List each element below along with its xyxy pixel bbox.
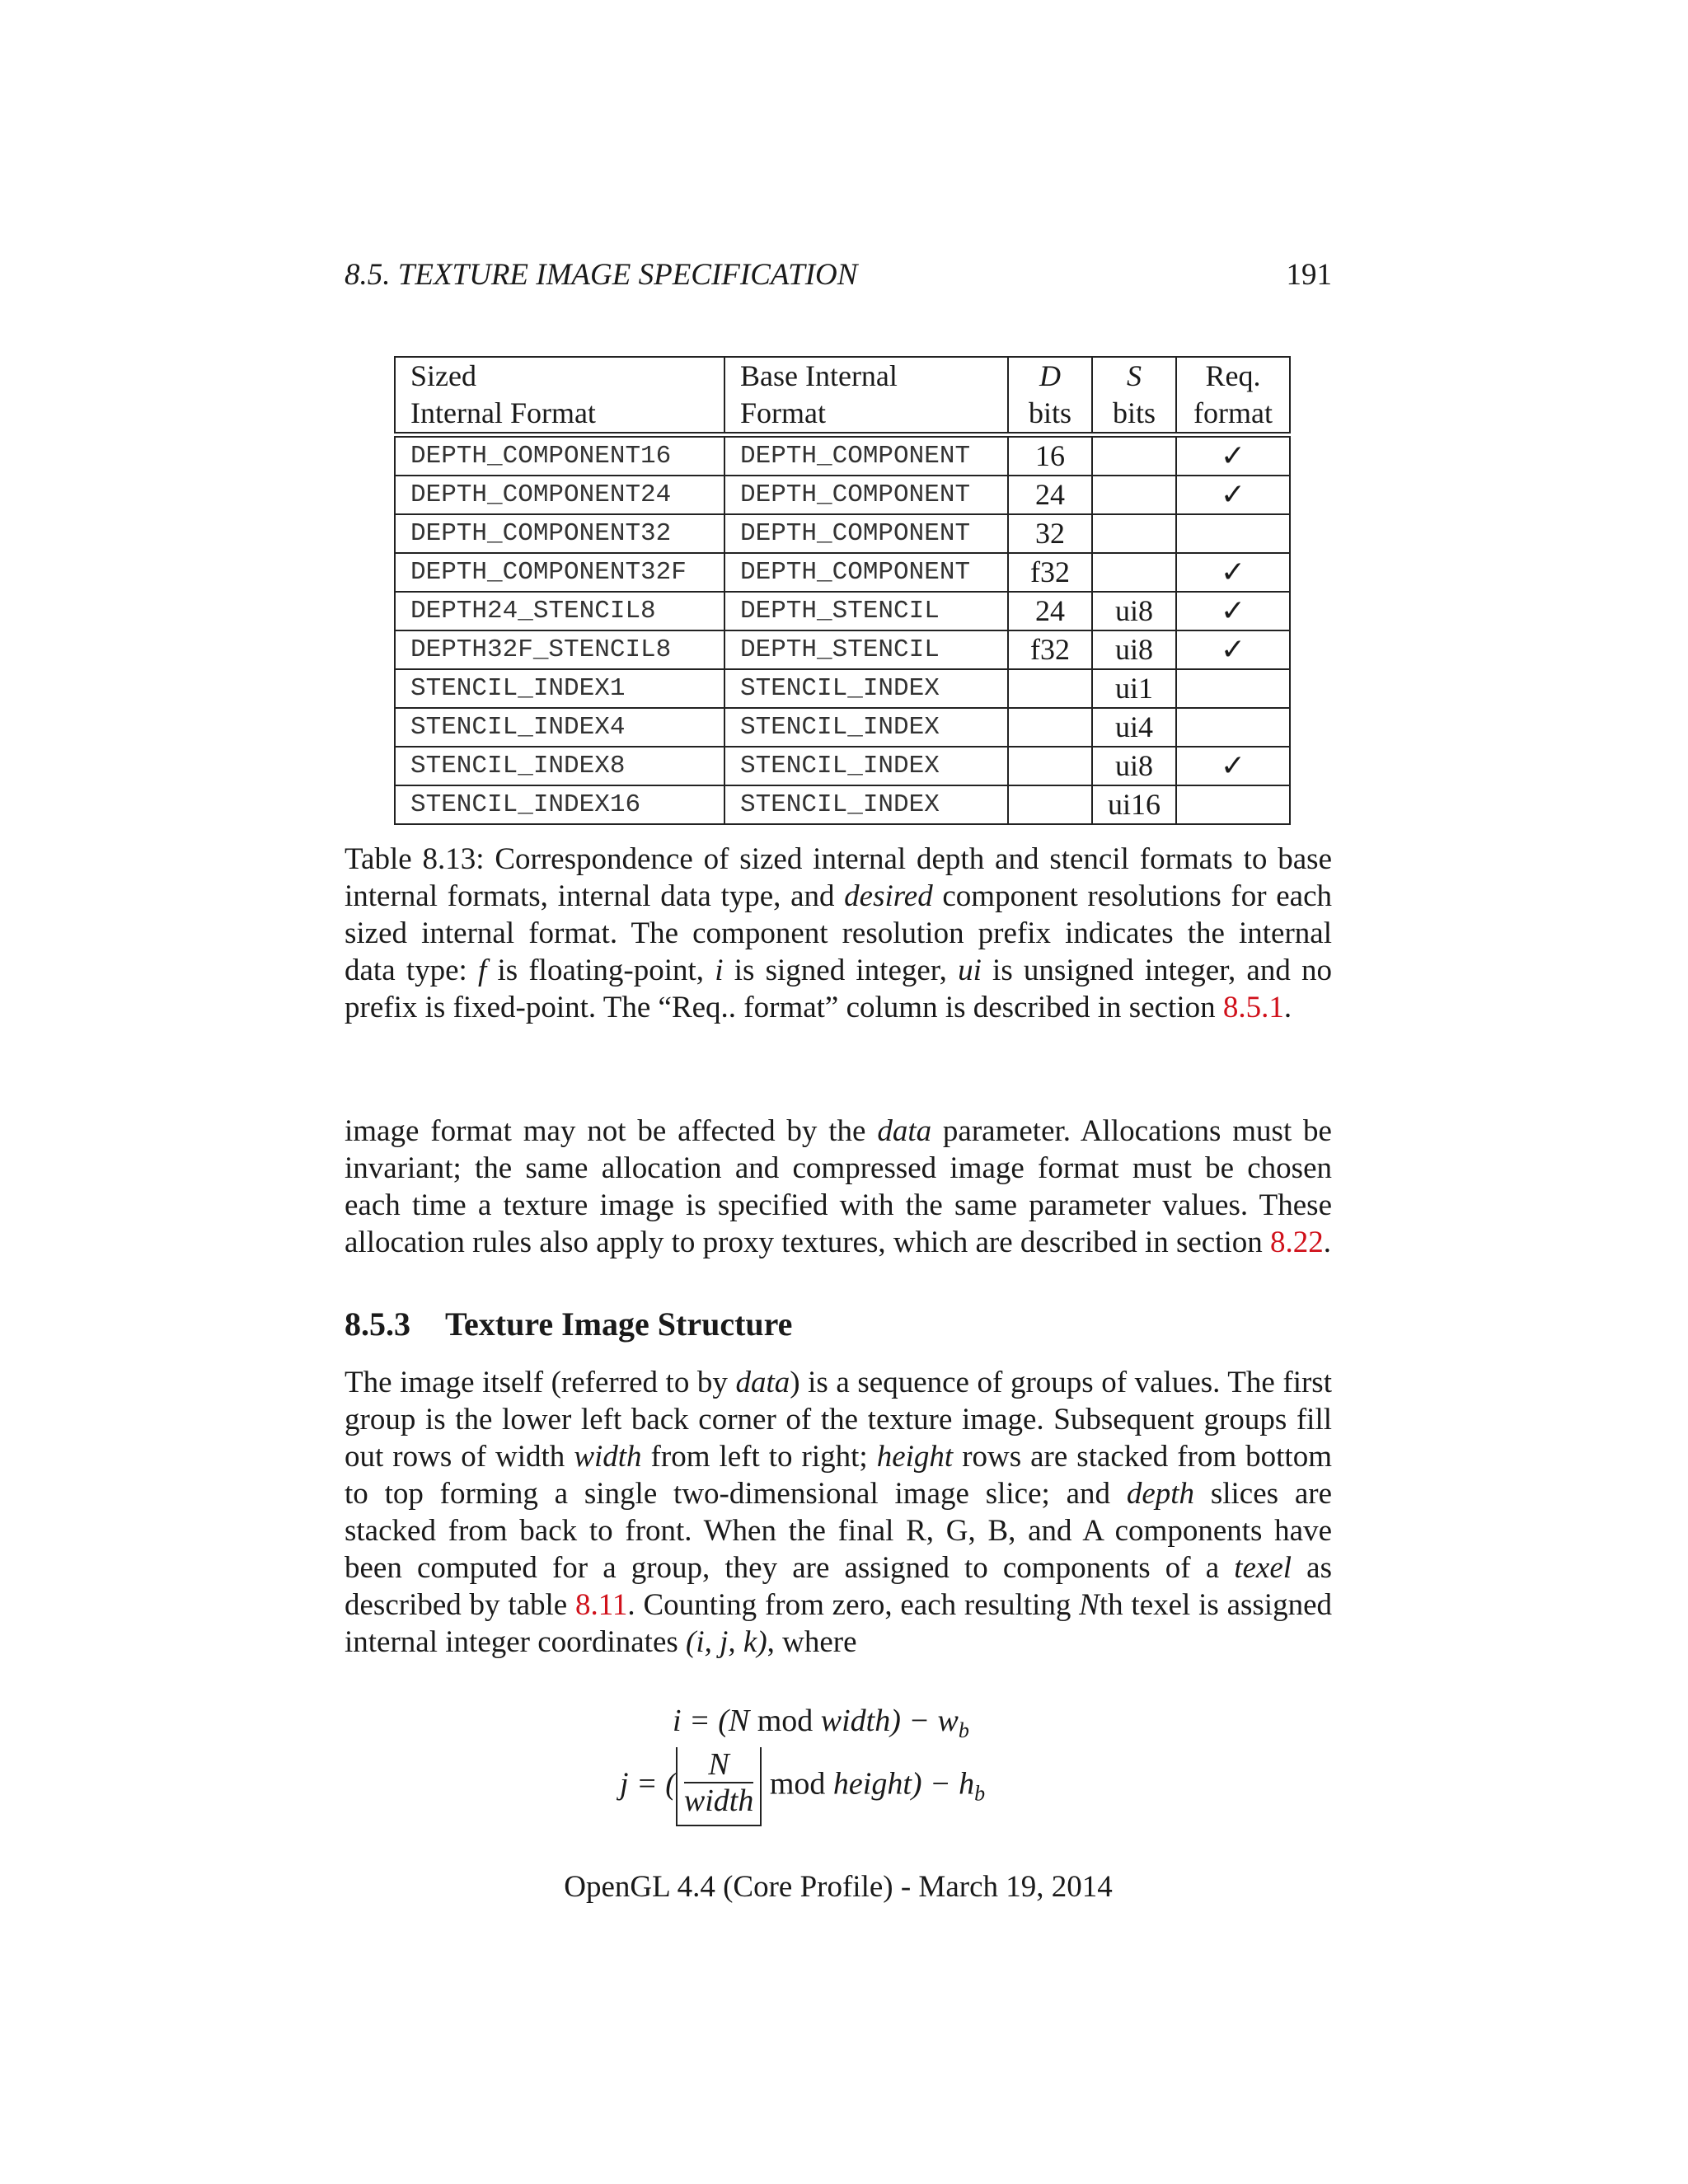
running-header: [345, 257, 1332, 300]
cell-s-bits: ui4: [1092, 708, 1176, 747]
cell-sized: STENCIL_INDEX8: [395, 747, 724, 785]
cell-s-bits: ui8: [1092, 747, 1176, 785]
body-paragraph-allocation: image format may not be affected by the data parameter. Allocations must be invariant; the same allocation and compressed image format must be chosen each time a texture image is specified with the same parameter values. These allocation rules also apply to proxy textures, which are described in section 8.22.: [345, 1114, 1332, 1259]
cell-d-bits: 24: [1008, 476, 1092, 514]
body-paragraph-structure: The image itself (referred to by data) is a sequence of groups of values. The first group is the lower left back corner of the texture image. Subsequent groups fill out rows of width width from left to right; height rows are stacked from bottom to top forming a single two-dimensional image slice; and depth slices are stacked from back to front. When the final R, G, B, and A components have been computed for a group, they are assigned to components of a texel as described by table 8.11. Counting from zero, each resulting Nth texel is assigned internal integer coordinates (i, j, k), where: [345, 1366, 1332, 1659]
cell-d-bits: 24: [1008, 592, 1092, 630]
cell-base: STENCIL_INDEX: [724, 669, 1008, 708]
cell-sized: STENCIL_INDEX4: [395, 708, 724, 747]
cell-sized: DEPTH32F_STENCIL8: [395, 630, 724, 669]
table-row: [395, 476, 1290, 514]
cell-s-bits: [1092, 553, 1176, 592]
section-link-8-22[interactable]: 8.22: [1270, 1226, 1324, 1259]
cell-d-bits: [1008, 785, 1092, 824]
cell-req-checkmark: ✓: [1176, 553, 1290, 592]
header-req-format: Req. format: [1176, 357, 1290, 435]
table-row: [395, 553, 1290, 592]
cell-d-bits: [1008, 708, 1092, 747]
cell-d-bits: f32: [1008, 630, 1092, 669]
cell-req-checkmark: ✓: [1176, 630, 1290, 669]
cell-base: DEPTH_COMPONENT: [724, 476, 1008, 514]
section-number: 8.5.3: [345, 1305, 410, 1343]
table-row: [395, 708, 1290, 747]
section-link-8-5-1[interactable]: 8.5.1: [1222, 991, 1284, 1024]
cell-req-checkmark: ✓: [1176, 747, 1290, 785]
table-link-8-11[interactable]: 8.11: [575, 1588, 628, 1622]
cell-s-bits: ui8: [1092, 630, 1176, 669]
page-footer: OpenGL 4.4 (Core Profile) - March 19, 2014: [564, 1870, 1113, 1904]
cell-sized: STENCIL_INDEX1: [395, 669, 724, 708]
table-row: [395, 785, 1290, 824]
cell-sized: DEPTH_COMPONENT24: [395, 476, 724, 514]
cell-req-checkmark: ✓: [1176, 435, 1290, 476]
cell-base: STENCIL_INDEX: [724, 708, 1008, 747]
floor-bracket: [676, 1747, 762, 1826]
equation-j: j = ( $\frac{N}{\text{width}}$ mod height) − $h_b$: [620, 1747, 985, 1826]
cell-s-bits: ui8: [1092, 592, 1176, 630]
fraction: $\frac{N}{\text{width}}$: [683, 1747, 754, 1818]
cell-base: STENCIL_INDEX: [724, 785, 1008, 824]
table-row: [395, 669, 1290, 708]
cell-base: DEPTH_STENCIL: [724, 630, 1008, 669]
cell-d-bits: 32: [1008, 514, 1092, 553]
cell-req-checkmark: [1176, 785, 1290, 824]
cell-base: DEPTH_STENCIL: [724, 592, 1008, 630]
cell-sized: DEPTH24_STENCIL8: [395, 592, 724, 630]
cell-s-bits: [1092, 476, 1176, 514]
table-row: [395, 747, 1290, 785]
section-heading: [345, 1305, 792, 1343]
cell-sized: DEPTH_COMPONENT32: [395, 514, 724, 553]
header-sized-internal-format: Sized Internal Format: [395, 357, 724, 435]
cell-d-bits: [1008, 669, 1092, 708]
cell-sized: DEPTH_COMPONENT32F: [395, 553, 724, 592]
sized-format-table: [394, 356, 1291, 825]
cell-base: STENCIL_INDEX: [724, 747, 1008, 785]
header-d-bits: D bits: [1008, 357, 1092, 435]
table-row: [395, 435, 1290, 476]
cell-req-checkmark: [1176, 708, 1290, 747]
cell-s-bits: [1092, 514, 1176, 553]
equation-i: i = (N mod width) − $w_b$: [673, 1704, 969, 1742]
cell-d-bits: [1008, 747, 1092, 785]
table-row: [395, 630, 1290, 669]
cell-req-checkmark: [1176, 514, 1290, 553]
format-table-wrapper: [394, 356, 1291, 825]
table-row: [395, 592, 1290, 630]
page-number: 191: [1286, 258, 1332, 292]
table-caption: Table 8.13: Correspondence of sized internal depth and stencil formats to base internal formats, internal data type, and desired component resolutions for each sized internal format. The component resolution prefix indicates the internal data type: f is floating-point, i is signed integer, ui is unsigned integer, and no prefix is fixed-point. The “Req.. format” column is described in section 8.5.1.: [345, 842, 1333, 1024]
cell-d-bits: f32: [1008, 553, 1092, 592]
cell-req-checkmark: ✓: [1176, 476, 1290, 514]
cell-base: DEPTH_COMPONENT: [724, 553, 1008, 592]
cell-base: DEPTH_COMPONENT: [724, 514, 1008, 553]
running-header-title: 8.5. TEXTURE IMAGE SPECIFICATION: [345, 258, 858, 292]
cell-sized: DEPTH_COMPONENT16: [395, 435, 724, 476]
section-title: Texture Image Structure: [445, 1305, 793, 1343]
table-row: [395, 514, 1290, 553]
cell-s-bits: ui1: [1092, 669, 1176, 708]
header-s-bits: S bits: [1092, 357, 1176, 435]
cell-req-checkmark: ✓: [1176, 592, 1290, 630]
table-header-row: [395, 357, 1290, 435]
header-base-internal-format: Base Internal Format: [724, 357, 1008, 435]
cell-req-checkmark: [1176, 669, 1290, 708]
cell-sized: STENCIL_INDEX16: [395, 785, 724, 824]
cell-d-bits: 16: [1008, 435, 1092, 476]
cell-s-bits: [1092, 435, 1176, 476]
cell-s-bits: ui16: [1092, 785, 1176, 824]
cell-base: DEPTH_COMPONENT: [724, 435, 1008, 476]
